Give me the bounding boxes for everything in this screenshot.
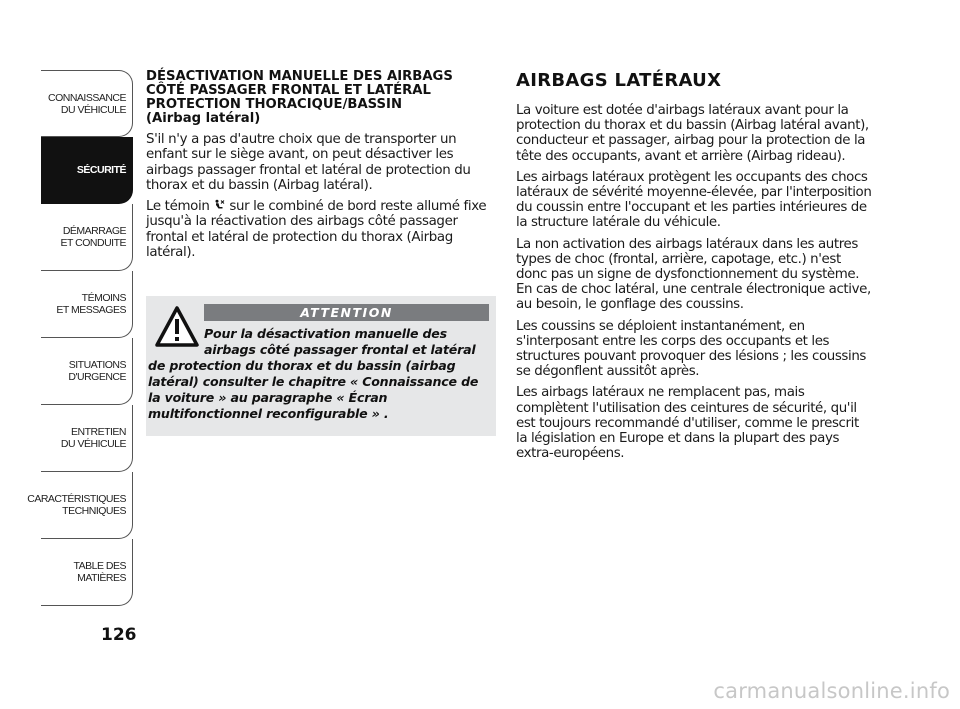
tab-label: TABLE DES MATIÈRES — [73, 560, 126, 584]
tab-label: ENTRETIEN DU VÉHICULE — [60, 426, 126, 450]
tab-connaissance-du-vehicule[interactable] — [41, 70, 133, 137]
tab-label: CONNAISSANCE DU VÉHICULE — [47, 91, 126, 116]
paragraph: La non activation des airbags latéraux dans les autres types de choc (frontal, arrière, capotage, etc.) n'est donc pas un signe de dysfonctionnement du système. En cas de choc latéral, une centrale électronique active, au besoin, le gonflage des coussins. — [516, 236, 871, 313]
tab-securite[interactable] — [41, 137, 133, 204]
tab-table-des-matieres[interactable] — [41, 539, 133, 606]
tab-label: CARACTÉRISTIQUES TECHNIQUES — [27, 493, 126, 517]
warning-text: Pour la désactivation manuelle des airbags côté passager frontal et latéral de protection du thorax et du bassin (airbag latéral) consulter le chapitre « Connaissance de la voiture » au paragraphe « Écran multifonctionnel reconfigurable » . — [148, 326, 479, 421]
paragraph: Les airbags latéraux protègent les occupants des chocs latéraux de sévérité moyenne-élevée, par l'interposition du coussin entre l'occupant et les parties intérieures de la structure latérale du véhicule. — [516, 169, 872, 231]
tab-situations-d-urgence[interactable] — [41, 338, 133, 405]
tab-entretien-du-vehicule[interactable] — [41, 405, 133, 472]
paragraph: Les coussins se déploient instantanément, en s'interposant entre les corps des occupants et les structures pouvant provoquer des lésions ; les coussins se dégonflent aussitôt après. — [516, 318, 866, 380]
tab-label: SITUATIONS D'URGENCE — [68, 359, 126, 383]
heading-text: DÉSACTIVATION MANUELLE DES AIRBAGS CÔTÉ PASSAGER FRONTAL ET LATÉRAL PROTECTION THORACIQUE/BASSIN — [146, 69, 453, 112]
airbag-off-warning-light-icon — [213, 199, 225, 211]
paragraph: La voiture est dotée d'airbags latéraux avant pour la protection du thorax et du bassin (Airbag latéral avant), conducteur et passager, airbag pour la protection de la tête des occupants, avant et arrière (Airbag rideau). — [516, 103, 869, 164]
tab-label: SÉCURITÉ — [76, 164, 126, 176]
warning-label: ATTENTION — [204, 304, 489, 321]
heading-subtitle: (Airbag latéral) — [146, 111, 261, 126]
page-title: AIRBAGS LATÉRAUX — [516, 70, 722, 91]
section-heading — [146, 70, 496, 126]
paragraph: S'il n'y a pas d'autre choix que de transporter un enfant sur le siège avant, on peut désactiver les airbags passager frontal et latéral de protection du thorax et du bassin (Airbag latéral). — [146, 132, 471, 193]
tab-temoins-et-messages[interactable] — [41, 271, 133, 338]
page-number: 126 — [101, 625, 137, 645]
watermark: carmanualsonline.info — [713, 679, 950, 703]
paragraph-text: sur le combiné de bord reste allumé fixe jusqu'à la réactivation des airbags côté passager frontal et latéral de protection du thorax (Airbag latéral). — [146, 199, 487, 261]
paragraph — [146, 199, 496, 260]
right-column — [516, 70, 872, 467]
tab-demarrage-et-conduite[interactable] — [41, 204, 133, 271]
left-column — [146, 70, 496, 266]
tab-label: DÉMARRAGE ET CONDUITE — [60, 225, 126, 249]
paragraph-text: Le témoin — [146, 199, 214, 215]
tab-label: TÉMOINS ET MESSAGES — [56, 292, 126, 316]
warning-box — [146, 296, 496, 436]
tab-caracteristiques-techniques[interactable] — [27, 472, 133, 539]
paragraph: Les airbags latéraux ne remplacent pas, mais complètent l'utilisation des ceintures de sécurité, qu'il est toujours recommandé d'utiliser, comme le prescrit la législation en Europe et dans la plupart des pays extra-européens. — [516, 385, 859, 462]
section-tabs — [27, 70, 133, 606]
